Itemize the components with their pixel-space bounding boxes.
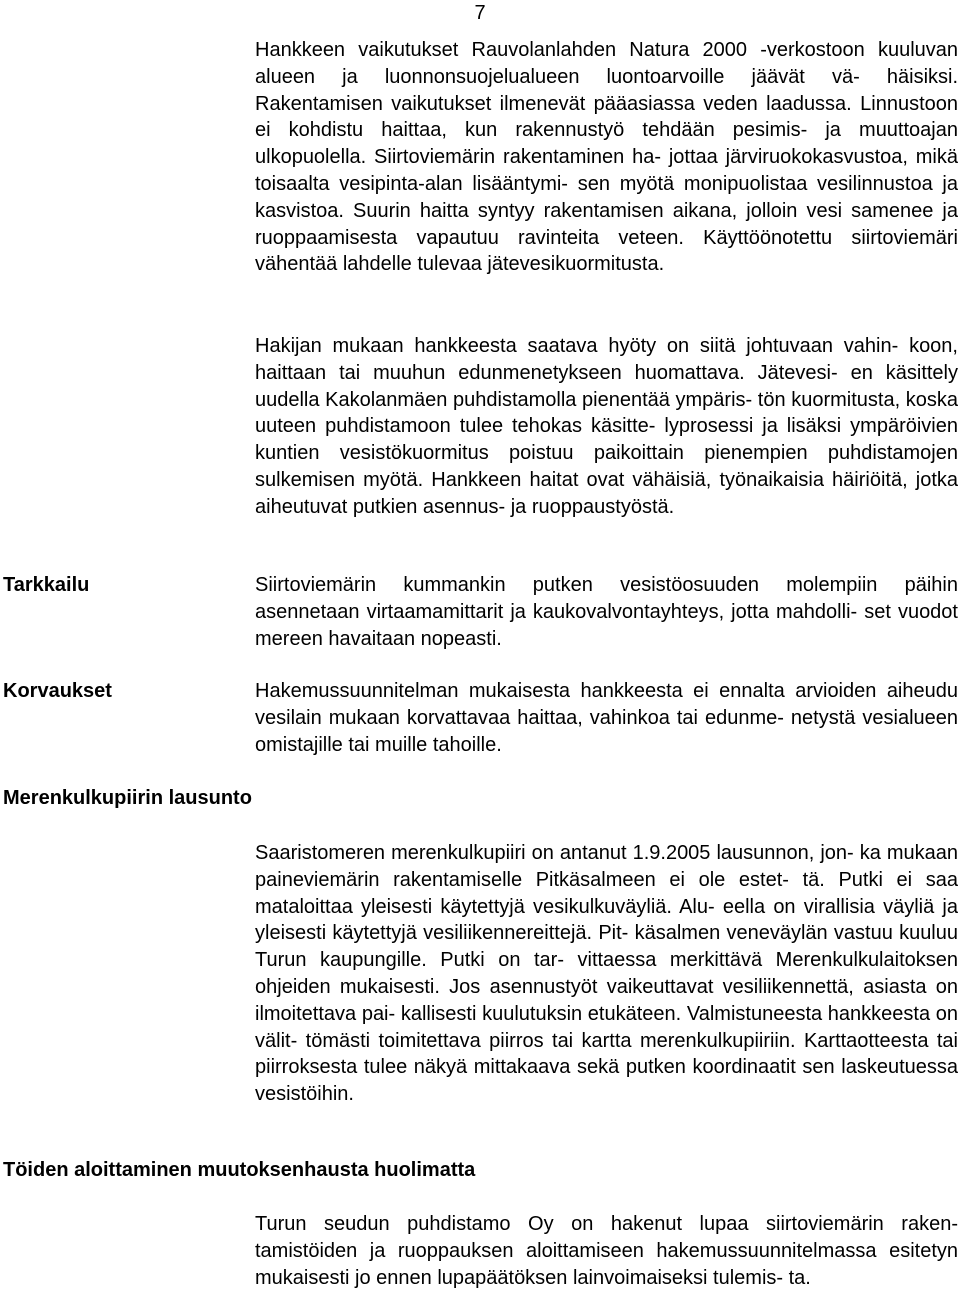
text-line: eella on virallisia väyliä ja yleisesti käytettyjä vesiliikennereittejä. Pit- bbox=[255, 895, 958, 945]
text-line: syntyy rakentamisen aikana, jolloin vesi samenee ja ruoppaamisesta bbox=[255, 199, 959, 249]
text-line: Hankkeen vaikutukset Rauvolanlahden Natura 2000 -verkostoon bbox=[255, 39, 865, 61]
text-line: vittaessa merkittävä Merenkulkulaitoksen ohjeiden mukaisesti. Jos bbox=[255, 949, 958, 998]
applicant-view-paragraph bbox=[255, 333, 958, 521]
compensation-paragraph bbox=[255, 678, 958, 758]
text-line: koon, haittaan tai muuhun edunmenetykseen huomattava. Jätevesi- bbox=[255, 335, 958, 384]
text-line: tai piirroksesta tulee näkyä mittakaava sekä putken koordinaatit sen bbox=[255, 1029, 958, 1079]
text-line: tamistöiden ja ruoppauksen aloittamiseen hakemussuunnitelmassa bbox=[255, 1239, 877, 1262]
maritime-statement-heading: Merenkulkupiirin lausunto bbox=[3, 787, 252, 809]
text-line: ka mukaan paineviemärin rakentamiselle Pitkäsalmeen ei ole estet- bbox=[255, 842, 958, 891]
text-line: lyprosessi ja lisäksi ympäröivien kuntien vesistökuormitus poistuu bbox=[255, 415, 958, 465]
text-line: Hakijan mukaan hankkeesta saatava hyöty on siitä johtuvaan vahin- bbox=[255, 335, 899, 357]
text-line: laskeutuessa vesistöihin. bbox=[255, 1056, 958, 1106]
text-line: Hakemussuunnitelman mukaisesta hankkeesta ei ennalta arvioiden bbox=[255, 680, 877, 702]
maritime-statement-paragraph bbox=[255, 840, 958, 1108]
text-line: tön kuormitusta, koska uuteen puhdistamoon tulee tehokas käsitte- bbox=[255, 388, 958, 438]
text-line: käsalmen veneväylän vastuu kuuluu Turun kaupungille. Putki on tar- bbox=[255, 922, 959, 972]
text-line: paikoittain pienempien puhdistamojen sulkemisen myötä. Hankkeen bbox=[255, 442, 958, 491]
compensation-heading: Korvaukset bbox=[3, 680, 112, 702]
text-line: Saaristomeren merenkulkupiiri on antanut 1.9.2005 lausunnon, jon- bbox=[255, 842, 854, 864]
text-line: tä. Putki ei saa mataloittaa yleisesti käytettyjä vesikulkuväyliä. Alu- bbox=[255, 868, 958, 918]
page-number: 7 bbox=[474, 2, 486, 24]
text-line: lahdelle tulevaa jätevesikuormitusta. bbox=[342, 253, 665, 276]
text-line: häisiksi. Rakentamisen vaikutukset ilmenevät pääasiassa veden bbox=[255, 65, 959, 115]
text-line: kallisesti kuulutuksin etukäteen. Valmistuneesta hankkeesta on välit- bbox=[255, 1002, 959, 1052]
text-line: netystä vesialueen omistajille tai muille tahoille. bbox=[255, 706, 959, 756]
text-line: aiheudu vesilain mukaan korvattavaa haittaa, vahinkoa tai edunme- bbox=[255, 680, 958, 729]
text-line: vapautuu ravinteita veteen. Käyttöönotettu siirtoviemäri vähentää bbox=[255, 226, 958, 276]
early-start-paragraph bbox=[255, 1211, 958, 1291]
text-line: laadussa. Linnustoon ei kohdistu haittaa, kun rakennustyö tehdään bbox=[255, 92, 958, 142]
text-line: Turun seudun puhdistamo Oy on hakenut lupaa siirtoviemärin raken- bbox=[255, 1213, 958, 1235]
text-line: pesimis- ja muuttoajan ulkopuolella. Siirtoviemärin rakentaminen ha- bbox=[255, 119, 958, 169]
text-line: asennus- ja ruoppaustyöstä. bbox=[422, 495, 675, 518]
text-line: tömästi toimitettava piirros tai kartta merenkulkupiiriin. Karttaotteesta bbox=[305, 1029, 929, 1052]
text-line: sen myötä monipuolistaa vesilinnustoa ja kasvistoa. Suurin haitta bbox=[255, 172, 958, 222]
early-start-heading: Töiden aloittaminen muutoksenhausta huolimatta bbox=[3, 1159, 476, 1181]
impacts-paragraph bbox=[255, 37, 958, 278]
text-line: haitat ovat vähäisiä, työnaikaisia häiriöitä, jotka aiheutuvat putkien bbox=[255, 468, 958, 518]
monitoring-paragraph bbox=[255, 572, 958, 652]
text-line: jottaa järviruokokasvustoa, mikä toisaalta vesipinta-alan lisääntymi- bbox=[255, 146, 959, 195]
monitoring-heading: Tarkkailu bbox=[3, 574, 90, 596]
text-line: ta. bbox=[788, 1266, 811, 1289]
text-line: asennustyöt vaikeuttavat vesiliikennettä, asiasta on ilmoitettava pai- bbox=[255, 975, 959, 1025]
text-line: esitetyn mukaisesti jo ennen lupapäätöksen lainvoimaiseksi tulemis- bbox=[255, 1239, 959, 1289]
text-line: Siirtoviemärin kummankin putken vesistöosuuden molempiin päihin bbox=[255, 574, 958, 596]
text-line: en käsittely uudella Kakolanmäen puhdistamolla pienentää ympäris- bbox=[255, 361, 958, 411]
text-line: set vuodot mereen havaitaan nopeasti. bbox=[255, 600, 958, 650]
text-line: kuuluvan alueen ja luonnonsuojelualueen luontoarvoille jäävät vä- bbox=[255, 39, 959, 88]
text-line: asennetaan virtaamamittarit ja kaukovalvontayhteys, jotta mahdolli- bbox=[255, 600, 858, 623]
